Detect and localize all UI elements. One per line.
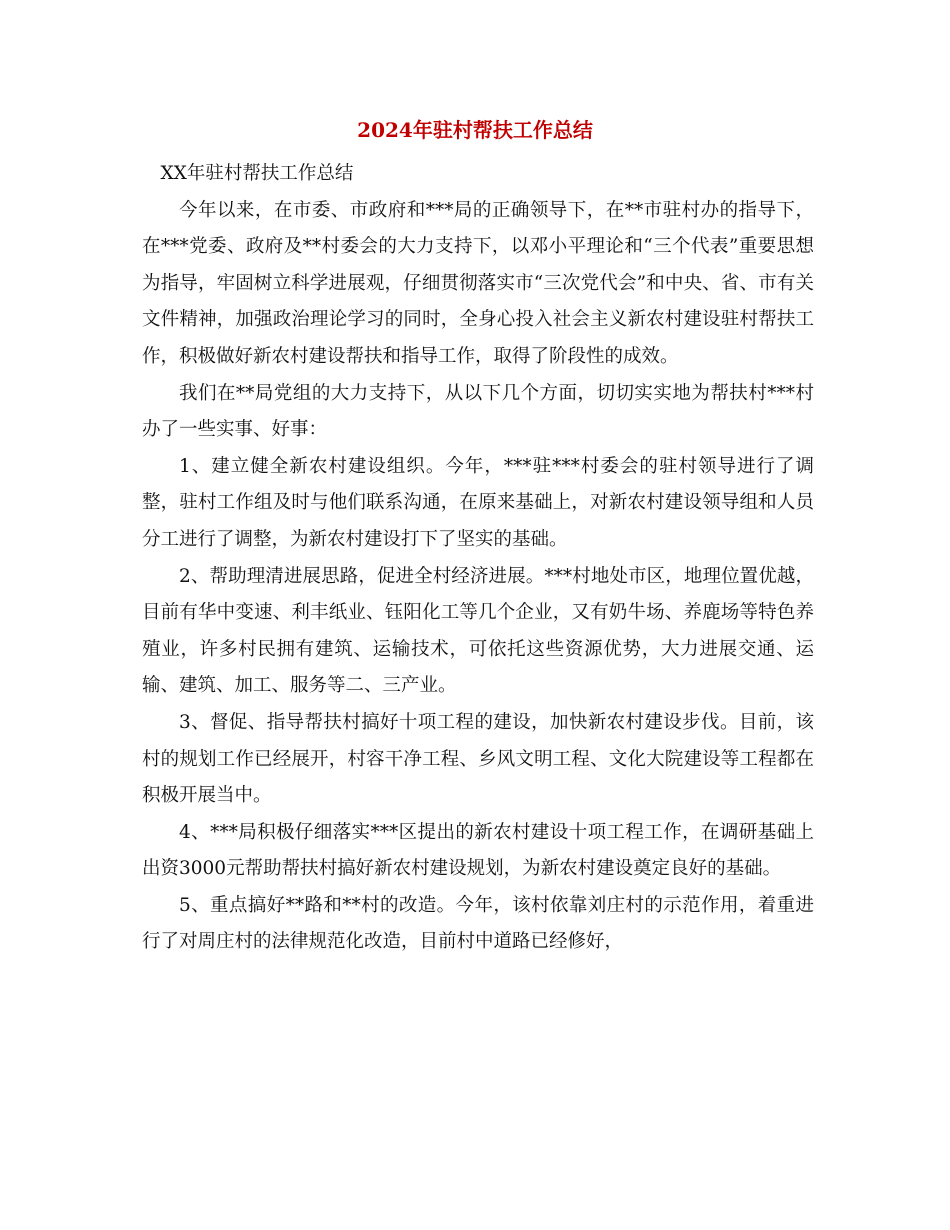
document-title: 2024年驻村帮扶工作总结 — [357, 118, 593, 142]
paragraph-item-3: 3、督促、指导帮扶村搞好十项工程的建设，加快新农村建设步伐。目前，该村的规划工作已经展开，村容干净工程、乡风文明工程、文化大院建设等工程都在积极开展当中。 — [142, 711, 814, 807]
paragraph-item-4: 4、***局积极仔细落实***区提出的新农村建设十项工程工作，在调研基础上出资3000元帮助帮扶村搞好新农村建设规划，为新农村建设奠定良好的基础。 — [142, 821, 814, 880]
document-subtitle: XX年驻村帮扶工作总结 — [160, 163, 354, 184]
paragraph-item-2: 2、帮助理清进展思路，促进全村经济进展。***村地处市区，地理位置优越，目前有华中变速、利丰纸业、钰阳化工等几个企业，又有奶牛场、养鹿场等特色养殖业，许多村民拥有建筑、运输技术，可依托这些资源优势，大力进展交通、运输、建筑、加工、服务等二、三产业。 — [142, 565, 814, 697]
document-body — [142, 156, 814, 961]
paragraph-lead: 我们在**局党组的大力支持下，从以下几个方面，切切实实地为帮扶村***村办了一些实事、好事： — [142, 382, 814, 441]
paragraph-intro: 今年以来，在市委、市政府和***局的正确领导下，在**市驻村办的指导下，在***党委、政府及**村委会的大力支持下，以邓小平理论和“三个代表”重要思想为指导，牢固树立科学进展观，仔细贯彻落实市“三次党代会”和中央、省、市有关文件精神，加强政治理论学习的同时，全身心投入社会主义新农村建设驻村帮扶工作，积极做好新农村建设帮扶和指导工作，取得了阶段性的成效。 — [142, 199, 814, 367]
paragraph-item-1: 1、建立健全新农村建设组织。今年，***驻***村委会的驻村领导进行了调整，驻村工作组及时与他们联系沟通，在原来基础上，对新农村建设领导组和人员分工进行了调整，为新农村建设打下了坚实的基础。 — [142, 455, 814, 550]
paragraph-item-5: 5、重点搞好**路和**村的改造。今年，该村依靠刘庄村的示范作用，着重进行了对周庄村的法律规范化改造，目前村中道路已经修好， — [142, 894, 814, 953]
